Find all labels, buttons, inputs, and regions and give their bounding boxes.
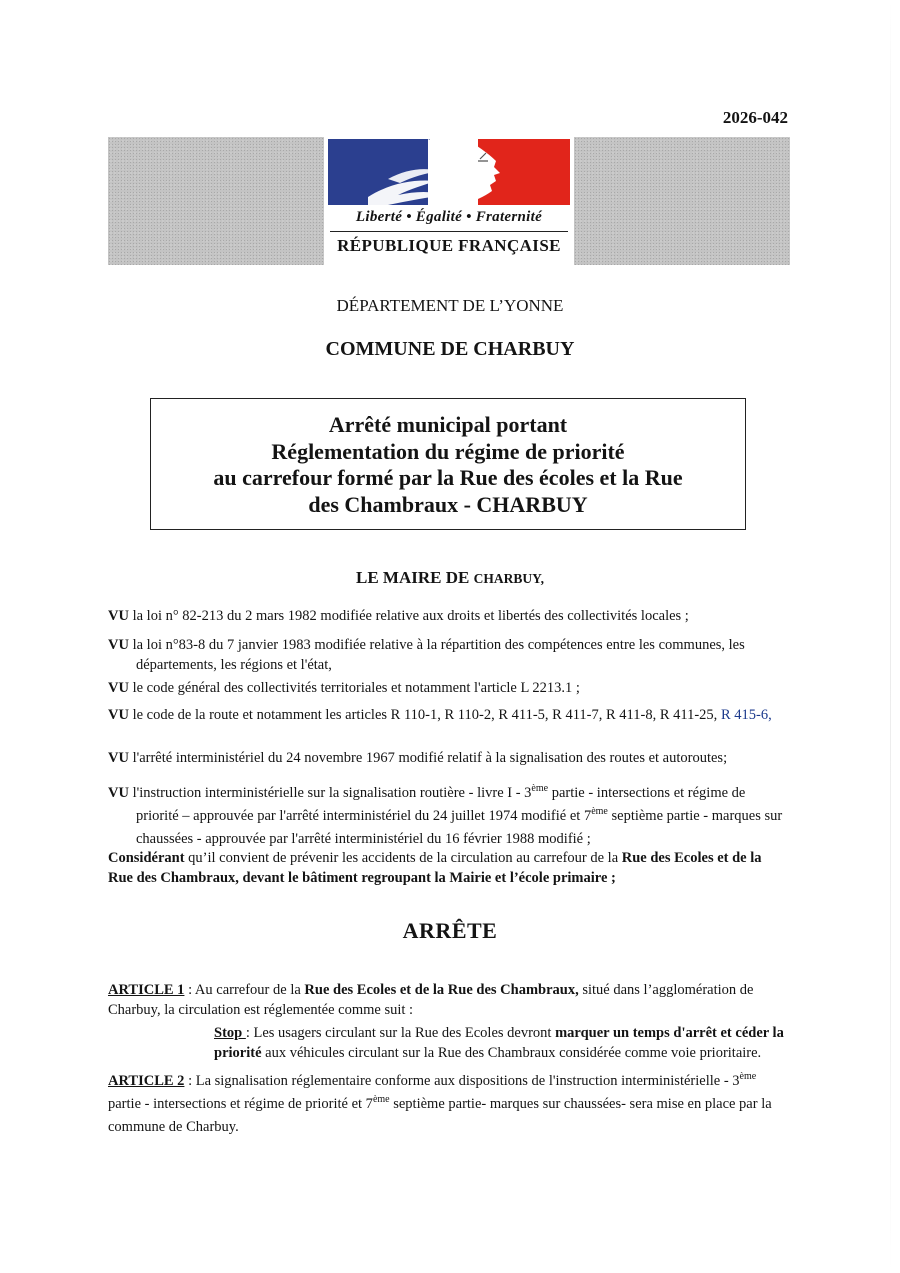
vu-text: partie - intersections et régime de priorité – approuvée par l'arrêté interministériel du 24 juillet 1974 modifié et 7 bbox=[136, 785, 746, 824]
stop-bold: marquer un temps d'arrêt et céder la priorité bbox=[214, 1025, 784, 1061]
article-2 bbox=[108, 1070, 790, 1139]
title-line: Arrêté municipal portant bbox=[328, 412, 568, 437]
vu-label: VU bbox=[108, 785, 129, 801]
mayor-heading bbox=[0, 568, 900, 588]
stop-text: aux véhicules circulant sur la Rue des Chambraux considérée comme voie prioritaire. bbox=[261, 1045, 762, 1061]
marianne-flag-icon bbox=[328, 139, 570, 205]
vu-label: VU bbox=[108, 608, 129, 624]
commune-heading: COMMUNE DE CHARBUY bbox=[325, 338, 575, 360]
vu-text: la loi n° 82-213 du 2 mars 1982 modifiée relative aux droits et libertés des collectivités locales ; bbox=[132, 608, 689, 624]
article-1-label: ARTICLE 1 bbox=[108, 982, 185, 998]
stop-provision bbox=[214, 1023, 790, 1063]
decree-number: 2026-042 bbox=[722, 108, 788, 127]
considerant-label: Considérant bbox=[108, 850, 185, 866]
article-text: situé dans l’agglomération de Charbuy, la circulation est réglementée comme suit : bbox=[108, 982, 754, 1018]
vu-label: VU bbox=[108, 637, 129, 653]
stop-label: Stop bbox=[214, 1025, 246, 1041]
article-bold: Rue des Ecoles et de la Rue des Chambraux, bbox=[304, 982, 579, 998]
department-heading: DÉPARTEMENT DE L’YONNE bbox=[336, 296, 564, 315]
republic-motto: Liberté • Égalité • Fraternité bbox=[355, 209, 543, 225]
superscript: ème bbox=[372, 1094, 390, 1105]
article-2-label: ARTICLE 2 bbox=[108, 1073, 185, 1089]
considerant-text: qu’il convient de prévenir les accidents de la circulation au carrefour de la bbox=[184, 850, 622, 866]
vu-clause-6 bbox=[108, 782, 790, 851]
vu-label: VU bbox=[108, 750, 129, 766]
title-line: au carrefour formé par la Rue des écoles et la Rue bbox=[213, 465, 683, 490]
article-text: partie - intersections et régime de priorité et 7 bbox=[108, 1096, 373, 1112]
decree-title bbox=[151, 412, 745, 518]
decree-title-box bbox=[150, 398, 746, 530]
article-text: septième partie- marques sur chaussées- sera mise en place par la commune de Charbuy. bbox=[108, 1096, 772, 1135]
article-r415-6-link[interactable]: R 415-6, bbox=[720, 707, 772, 723]
superscript: ème bbox=[531, 783, 549, 794]
title-line: Réglementation du régime de priorité bbox=[271, 438, 625, 464]
vu-text: l'instruction interministérielle sur la signalisation routière - livre I - 3 bbox=[132, 785, 532, 801]
arrete-heading: ARRÊTE bbox=[402, 918, 498, 943]
vu-clause-1 bbox=[108, 606, 790, 626]
superscript: ème bbox=[739, 1071, 757, 1082]
vu-text: la loi n°83-8 du 7 janvier 1983 modifiée relative à la répartition des compétences entre les communes, les départements, les régions et l'état, bbox=[132, 637, 745, 673]
considerant-bold: Rue des Ecoles et de la Rue des Chambraux, devant le bâtiment regroupant la Mairie et l’école primaire ; bbox=[108, 850, 762, 886]
scan-edge bbox=[890, 0, 891, 1273]
article-text: : Au carrefour de la bbox=[184, 982, 305, 998]
republic-name: RÉPUBLIQUE FRANÇAISE bbox=[337, 236, 561, 255]
mayor-prefix: LE MAIRE DE bbox=[356, 568, 474, 587]
stop-text: : Les usagers circulant sur la Rue des Ecoles devront bbox=[245, 1025, 556, 1041]
vu-label: VU bbox=[108, 707, 129, 723]
vu-text: septième partie - marques sur chaussées - approuvée par l'arrêté interministériel du 16 février 1988 modifié ; bbox=[136, 808, 783, 847]
vu-text: l'arrêté interministériel du 24 novembre 1967 modifié relatif à la signalisation des routes et autoroutes; bbox=[132, 750, 728, 766]
logo-divider bbox=[330, 231, 568, 232]
superscript: ème bbox=[591, 806, 608, 817]
vu-clause-3 bbox=[108, 678, 790, 698]
marianne-logo bbox=[328, 139, 570, 263]
article-text: : La signalisation réglementaire conforme aux dispositions de l'instruction interministérielle - 3 bbox=[184, 1073, 740, 1089]
banner-left-panel bbox=[108, 137, 324, 265]
vu-clause-2 bbox=[108, 635, 790, 675]
vu-clause-4 bbox=[108, 705, 790, 725]
considerant-clause bbox=[108, 848, 790, 888]
vu-text: le code de la route et notamment les articles R 110-1, R 110-2, R 411-5, R 411-7, R 411-8, R 411-25, bbox=[132, 707, 718, 723]
vu-clause-5 bbox=[108, 748, 790, 768]
article-1 bbox=[108, 980, 790, 1020]
title-line: des Chambraux - CHARBUY bbox=[308, 491, 588, 517]
republic-logo-banner bbox=[108, 137, 790, 265]
banner-right-panel bbox=[574, 137, 790, 265]
vu-label: VU bbox=[108, 680, 129, 696]
vu-text: le code général des collectivités territoriales et notamment l'article L 2213.1 ; bbox=[132, 680, 580, 696]
mayor-town: CHARBUY, bbox=[473, 571, 544, 586]
